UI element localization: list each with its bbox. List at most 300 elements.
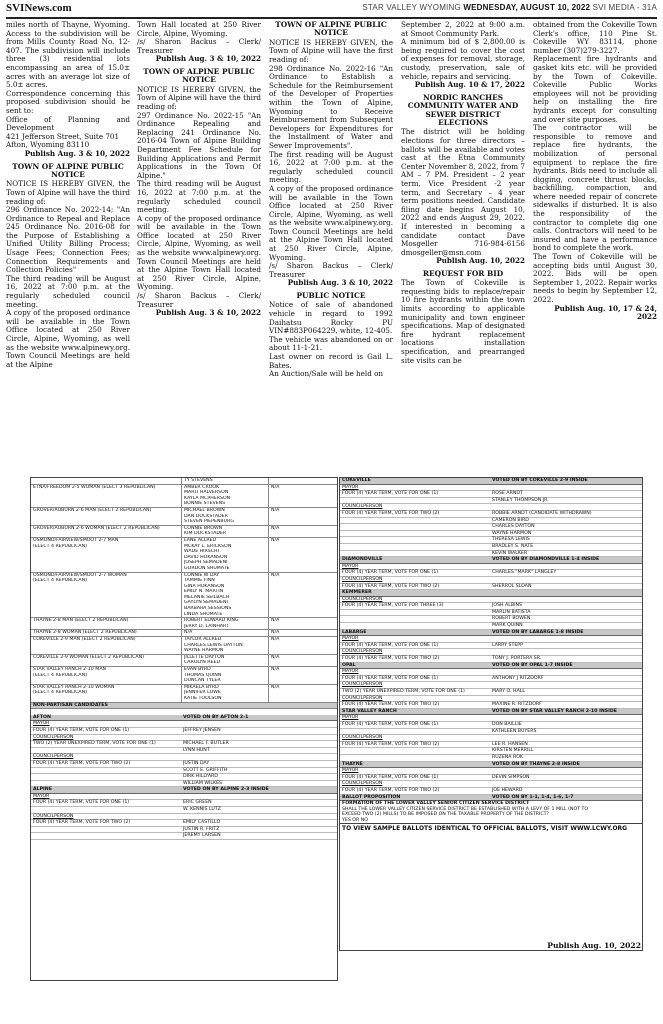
notice-heading: PUBLIC NOTICE	[296, 291, 366, 301]
proposition-title: FORMATION OF THE LOWER VALLEY SENIOR CITIZEN SERVICE DISTRICT	[342, 801, 530, 807]
table-row	[31, 478, 337, 485]
table-cell	[31, 630, 181, 636]
table-row	[31, 721, 337, 728]
table-cell	[31, 618, 181, 629]
table-row	[340, 504, 642, 511]
table-row	[340, 623, 642, 630]
row-value	[490, 682, 642, 688]
table-row	[340, 656, 642, 663]
table-row	[31, 573, 337, 619]
table-row	[340, 577, 642, 584]
row-value: KEVIN WALKER	[492, 550, 528, 556]
section-name: AFTON	[33, 714, 51, 720]
publish-line: Publish Aug. 10, 2022	[436, 256, 525, 266]
cell-line: N/A	[271, 507, 280, 513]
table-row	[340, 491, 642, 498]
section-name: COKEVILLE	[342, 478, 371, 483]
section-name: LABARGE	[342, 629, 367, 635]
notice-text: Afton, Wyoming 83110	[6, 140, 90, 150]
row-label: COUNCILPERSON	[33, 734, 74, 740]
cell-line: THAYNE 2-8 WOMAN (ELECT 2 REPUBLICAN)	[33, 630, 137, 636]
notice-text: The first reading will be August 16, 2022 at 7:00 p.m. at the regularly scheduled council meeting.	[269, 149, 393, 185]
table-row	[340, 537, 642, 544]
table-cell	[31, 508, 181, 525]
table-cell	[181, 630, 268, 636]
notice-heading: TOWN OF ALPINE PUBLIC NOTICE	[143, 66, 255, 85]
row-label: FOUR (4) YEAR TERM, VOTE FOR TWO (2)	[33, 820, 131, 826]
table-cell	[181, 478, 268, 484]
sample-ballot-notice: TO VIEW SAMPLE BALLOTS IDENTICAL TO OFFICIAL BALLOTS, VISIT WWW.LCWY.ORG	[340, 823, 642, 833]
row-value	[490, 715, 642, 721]
table-row	[340, 742, 642, 749]
publish-line: Publish Aug. 3 & 10, 2022	[287, 278, 393, 288]
table-cell	[181, 618, 268, 629]
table-row	[340, 755, 642, 762]
notice-text: The district will be holding elections for three directors – ballots will be available and votes cast at the Etna Community Center November 8, 2022, from 7 AM – 7 PM. President – 2 year term, Vice President -2 year term, and Secretary – 4 year term positions needed. Candidate filing date begins August 10, 2022 and ends August 29, 2022. If interested in becoming a candidate contact Dave Mosgeller 716-984-6156 dmosgeller@msn.com	[401, 127, 525, 257]
row-value	[490, 636, 642, 642]
row-value: JEREMY LARSEN	[183, 833, 221, 839]
row-label: MAYOR	[342, 715, 359, 721]
row-label: FOUR (4) YEAR TERM, VOTE FOR TWO (2)	[342, 741, 440, 747]
cell-line: N/A	[271, 667, 280, 672]
row-value	[490, 577, 642, 583]
notice-text: An Auction/Sale will be held on	[269, 369, 384, 379]
row-value: W. KENNIS LUTZ	[183, 807, 221, 813]
table-row	[340, 781, 642, 788]
section-header	[31, 787, 337, 794]
cell-line: STEVEN PIEPENBURG	[184, 519, 234, 525]
cell-line: GINA HOKANSON	[184, 583, 225, 589]
row-value: TONY J. PORTERA SR.	[492, 656, 542, 662]
section-header	[340, 557, 642, 564]
notice-text: Office of Planning and Development	[6, 114, 130, 133]
row-label: FOUR (4) YEAR TERM, VOTE FOR ONE (1)	[342, 642, 439, 648]
row-value	[490, 649, 642, 655]
row-value: WILLIAM WILKES	[183, 780, 223, 786]
publish-line: Publish Aug. 3 & 10, 2022	[155, 308, 261, 318]
notice-text: 296 Ordinance No. 2022-14; "An Ordinance to Repeal and Replace 245 Ordinance No. 2016-08 for the Purpose of Establishing a Unified Utility Billing Process; Usage Fees; Connection Fees; Connection Requirements and Collection Policies"	[6, 205, 130, 275]
section-vote	[490, 590, 642, 596]
row-label: COUNCILPERSON	[342, 735, 383, 741]
section-vote: VOTED ON BY LABARGE 1-8 INSIDE	[492, 629, 584, 635]
table-cell	[268, 667, 337, 684]
column-3	[269, 21, 393, 463]
table-cell	[268, 526, 337, 537]
row-value: JUSTIN R. FRITZ	[183, 826, 220, 832]
row-value: JOE HEWARD	[492, 787, 523, 793]
cell-line: AMBER CROOK	[184, 484, 220, 490]
cell-line: DUNCAN TYLER	[184, 678, 221, 684]
header-info	[362, 3, 657, 12]
row-value: RUZENA ROK	[492, 754, 524, 760]
cell-line: JENNIFER LOWE	[184, 690, 221, 696]
notice-heading: TOWN OF ALPINE PUBLIC NOTICE	[275, 21, 387, 38]
notice-text: Town Hall located at 250 River Circle, Alpine, Wyoming.	[137, 21, 261, 38]
section-header	[340, 478, 642, 485]
cell-line: (ELECT 4 REPUBLICAN)	[33, 672, 87, 678]
section-header	[340, 663, 642, 670]
table-cell	[181, 637, 268, 654]
row-label	[340, 755, 490, 761]
table-row	[31, 833, 337, 840]
notice-text: NOTICE IS HEREBY GIVEN, the Town of Alpine will have the first reading of:	[269, 37, 393, 64]
row-value: WAYNE HARMON	[492, 530, 532, 536]
column-2	[137, 21, 261, 463]
row-label: FOUR (4) YEAR TERM, VOTE FOR TWO (2)	[342, 787, 440, 793]
table-cell	[31, 573, 181, 618]
table-cell	[181, 685, 268, 702]
row-value: STANLEY THOMPSON JR.	[492, 497, 549, 503]
cell-line: CHARLES LEWIS DAYTON	[184, 642, 243, 648]
notice-text: Last owner on record is Gail L. Bates.	[269, 352, 393, 370]
table-row	[31, 748, 337, 755]
row-value	[181, 721, 337, 727]
cell-line: MARTI HALVERSON	[184, 490, 229, 496]
row-label	[31, 781, 181, 787]
notice-text: A copy of the proposed ordinance will be available in the Town Office located at 250 River Circle, Alpine, Wyoming, as well as the website www.alpinewy.org. Town Council Meetings are held at the Alpine	[6, 308, 130, 369]
row-label: MAYOR	[33, 793, 50, 799]
cell-line: (ELECT 4 REPUBLICAN)	[33, 543, 87, 549]
table-row	[31, 807, 337, 814]
row-label	[31, 768, 181, 774]
nonpartisan-header: NON-PARTISAN CANDIDATES	[31, 703, 337, 710]
row-value: MICHAEL F. BUTLER	[183, 741, 229, 747]
table-row	[340, 570, 642, 577]
section-name: OPAL	[342, 662, 356, 668]
page-header	[6, 2, 657, 16]
candidate-rows	[31, 478, 337, 703]
cell-line: N/A	[271, 618, 280, 624]
row-label	[340, 748, 490, 754]
publish-line-final: Publish Aug. 10, 2022	[547, 941, 641, 950]
row-value: MAXINE R. RITZDORF	[492, 702, 542, 708]
row-label: FOUR (4) YEAR TERM, VOTE FOR TWO (2)	[342, 583, 440, 589]
row-value: JOSH ALBINS	[492, 603, 522, 609]
table-row	[340, 643, 642, 650]
cell-line: LANE ALLRED	[184, 537, 217, 543]
table-row	[340, 584, 642, 591]
row-value: THERESA LEWIS	[492, 537, 530, 543]
notice-heading: TOWN OF ALPINE PUBLIC NOTICE	[12, 161, 124, 179]
cell-line: MELANIE SEILBACH	[184, 594, 230, 600]
row-label	[340, 531, 490, 537]
header-paper: STAR VALLEY WYOMING	[362, 3, 461, 12]
table-cell	[181, 667, 268, 684]
notice-text: A copy of the proposed ordinance will be available in the Town Office located at 250 River Circle, Alpine, Wyoming, as well as the website www.alpinewy.org. Town Council Meetings are held at the Alpine Town Hall located at 250 River Circle, Alpine, Wyoming.	[269, 183, 393, 262]
publish-line: Publish Aug. 10, 17 & 24, 2022	[554, 303, 657, 322]
cell-line: THOMAS QUINN	[184, 672, 222, 678]
row-label	[340, 551, 490, 557]
table-row	[340, 524, 642, 531]
header-section: SVI MEDIA - 31A	[592, 3, 657, 12]
section-vote: VOTED ON BY ALPINE 2-3 INSIDE	[183, 787, 269, 793]
column-5	[533, 21, 657, 463]
legal-notices	[6, 21, 657, 463]
row-label: COUNCILPERSON	[342, 649, 383, 655]
notice-text: /s/ Sharon Backus – Clerk/ Treasurer	[269, 261, 393, 279]
row-label	[340, 729, 490, 735]
cell-line: OSMOND/FAIRVIEW/SMOOT 2-7 MAN	[33, 537, 119, 543]
row-value: MARK QUINN	[492, 623, 523, 629]
section-vote: VOTED ON BY COKEVILLE 2-9 INSIDE	[492, 478, 588, 483]
table-row	[31, 685, 337, 703]
cell-line: ETNA/FREEDOM 2-5 WOMAN (ELECT 3 REPUBLICAN)	[33, 484, 156, 490]
cell-line: EMILY N. MARTIN	[184, 589, 224, 595]
cell-line: N/A	[271, 630, 280, 636]
section-name: ALPINE	[33, 787, 52, 793]
table-row	[31, 667, 337, 685]
table-cell	[181, 508, 268, 525]
notice-text: NOTICE IS HEREBY GIVEN, the Town of Alpine will have the third reading of:	[137, 84, 261, 111]
proposition-text: SHALL THE LOWER VALLEY CITIZEN SERVICE DISTRICT BE ESTABLISHED WITH A LEVY OF 1 MILL (NOT TO	[342, 806, 589, 812]
table-cell	[268, 618, 337, 629]
notice-text: /s/ Sharon Backus – Clerk/ Treasurer	[137, 37, 261, 55]
row-label: TWO (2) YEAR UNEXPIRED TERM, VOTE FOR ONE (1)	[33, 741, 156, 747]
table-row	[31, 820, 337, 827]
row-value: LARRY STEPP	[492, 642, 523, 648]
publish-line: Publish Aug. 10 & 17, 2022	[414, 80, 525, 90]
row-value	[490, 696, 642, 702]
cell-line: MCKAY L. ERICKSON	[184, 543, 232, 549]
row-label: COUNCILPERSON	[33, 813, 74, 819]
cell-line: BONNIE STEVENS	[184, 501, 226, 507]
notice-text: 297 Ordinance No. 2022-15 "An Ordinance Repealing and Replacing 241 Ordinance No. 2016-04 Town of Alpine Building Department Fee Schedule for Building Applications and Permit Applications in the Town Of Alpine."	[137, 110, 261, 180]
table-row	[31, 761, 337, 768]
table-row	[31, 637, 337, 655]
row-value: JEFFREY JENSEN	[183, 727, 221, 733]
table-row	[31, 774, 337, 781]
table-row	[340, 610, 642, 617]
ballot-table-left	[30, 477, 338, 981]
section-header	[340, 762, 642, 769]
table-row	[340, 788, 642, 795]
table-row	[340, 775, 642, 782]
cell-line: N/A	[271, 572, 280, 578]
row-label	[340, 537, 490, 543]
cell-line: EVAN BYRD	[184, 667, 211, 672]
row-value: SCOTT E. GRIFFITH	[183, 767, 228, 773]
row-label	[31, 748, 181, 754]
row-label: FOUR (4) YEAR TERM, VOTE FOR ONE (1)	[342, 675, 439, 681]
row-label	[340, 623, 490, 629]
row-label: FOUR (4) YEAR TERM, VOTE FOR TWO (2)	[342, 702, 440, 708]
table-cell	[268, 630, 337, 636]
section-vote: VOTED ON BY DIAMONDVILLE 1-4 INSIDE	[492, 557, 600, 563]
cell-line: (ELECT 4 REPUBLICAN)	[33, 578, 87, 584]
table-cell	[268, 508, 337, 525]
table-row	[340, 722, 642, 729]
cell-line: BARBARA SESSIONS	[184, 606, 232, 612]
cell-line: N/A	[271, 654, 280, 660]
section-vote: VOTED ON BY STAR VALLEY RANCH 2-10 INSIDE	[492, 708, 617, 714]
cell-line: KIM DOCKSTADER	[184, 531, 227, 537]
row-value	[490, 597, 642, 603]
cell-line: TY STEVENS	[184, 478, 213, 483]
row-value: EMILY CASTILLO	[183, 820, 221, 826]
cell-line: GAYLYN SEMADENI	[184, 600, 228, 606]
table-cell	[268, 637, 337, 654]
table-row	[340, 544, 642, 551]
table-cell	[181, 573, 268, 618]
cell-line	[271, 478, 337, 484]
notice-heading: NORDIC RANCHES COMMUNITY WATER AND SEWER DISTRICT ELECTIONS	[407, 92, 519, 127]
row-value	[490, 669, 642, 675]
table-row	[340, 498, 642, 505]
row-label: FOUR (4) YEAR TERM, VOTE FOR ONE (1)	[342, 491, 439, 497]
row-label	[340, 610, 490, 616]
row-label	[340, 498, 490, 504]
cell-line: TAMMIE FINN	[184, 578, 215, 584]
cell-line: STAR VALLEY RANCH 2-10 MAN	[33, 667, 107, 672]
row-value: KIRSTEN MERRILL	[492, 748, 534, 754]
row-value: ERIC GREEN	[183, 800, 212, 806]
row-label: TWO (2) YEAR UNEXPIRED TERM, VOTE FOR ONE (1)	[342, 689, 465, 694]
table-row	[340, 748, 642, 755]
cell-line: COKEVILLE 2-9 MAN (ELECT 2 REPUBLICAN)	[33, 637, 136, 643]
row-value: CHARLES "MARK" LANGLEY	[492, 570, 557, 576]
table-cell	[31, 655, 181, 666]
cell-line: THAYNE 2-8 MAN (ELECT 2 REPUBLICAN)	[33, 618, 129, 624]
row-label: COUNCILPERSON	[342, 596, 383, 602]
row-label: FOUR (4) YEAR TERM, VOTE FOR TWO (2)	[342, 510, 440, 516]
cell-line: MIKAELA BYRD	[184, 684, 219, 690]
table-row	[340, 715, 642, 722]
cell-line: JOSEPH SEMADENI	[184, 560, 228, 566]
site-name: SVINews.com	[6, 2, 72, 14]
row-value: MARY O. HALL	[492, 689, 525, 694]
row-label: FOUR (4) YEAR TERM, VOTE FOR THREE (3)	[342, 603, 444, 609]
table-cell	[31, 685, 181, 702]
table-cell	[181, 485, 268, 507]
table-row	[31, 485, 337, 508]
cell-line: N/A	[271, 637, 280, 643]
cell-line: GORDON SHUMATE	[184, 565, 230, 571]
table-row	[31, 728, 337, 735]
table-row	[340, 531, 642, 538]
row-label	[31, 833, 181, 839]
publish-line: Publish Aug. 3 & 10, 2022	[24, 148, 130, 158]
notice-text: The Town of Cokeville is requesting bids to replace/repair 10 fire hydrants within the town limits according to applicable municipality and town engineer specifications. Map of designated fire hydrant replacement locations installation specification, and prearranged site visits can be	[401, 278, 525, 365]
row-label	[31, 807, 181, 813]
cell-line: DAVID HOKANSON	[184, 554, 228, 560]
section-header	[340, 630, 642, 637]
cell-line: KATIE TOOLSON	[184, 695, 222, 701]
row-label: COUNCILPERSON	[342, 682, 383, 688]
table-cell	[268, 478, 337, 484]
notice-text: The Town of Cokeville will be accepting bids until August 30, 2022. Bids will be open September 1, 2022. Repair works needs to begin by September 12, 2022.	[533, 252, 657, 304]
table-row	[340, 511, 642, 518]
row-value	[490, 504, 642, 510]
section-header	[31, 715, 337, 722]
table-row	[31, 538, 337, 573]
section-vote: VOTED ON BY THAYNE 2-8 INSIDE	[492, 761, 580, 767]
cell-line: CAROLYN REED	[184, 660, 221, 666]
table-cell	[181, 526, 268, 537]
row-value: DEVIN SIMPSON	[492, 774, 530, 780]
row-value: KATHLEEN BUYERS	[492, 728, 537, 734]
table-row	[31, 630, 337, 637]
row-label: FOUR (4) YEAR TERM, VOTE FOR ONE (1)	[342, 570, 439, 576]
table-row	[31, 754, 337, 761]
cell-line: STAR VALLEY RANCH 2-10 WOMAN	[33, 684, 115, 690]
notice-text: September 2, 2022 at 9:00 a.m. at Smoot Community Park.	[401, 21, 525, 38]
notice-text: NOTICE IS HEREBY GIVEN, the Town of Alpine will have the third reading of:	[6, 179, 130, 206]
cell-line: OSMOND/FAIRVIEW/SMOOT 2-7 WOMAN	[33, 572, 127, 578]
municipal-rows	[340, 478, 642, 801]
cell-line: CONNIE BROWN	[184, 525, 223, 531]
table-row	[31, 741, 337, 748]
section-vote: VOTED ON BY AFTON 2-1	[183, 714, 249, 720]
proposition-text: YES OR NO	[342, 817, 368, 823]
notice-text: Correspondence concerning this proposed subdivision should be sent to:	[6, 88, 130, 115]
row-label	[340, 616, 490, 622]
table-row	[340, 603, 642, 610]
table-cell	[31, 485, 181, 507]
table-cell	[268, 655, 337, 666]
cell-line: DAN DOCKSTADER	[184, 513, 228, 519]
cell-line: JERRY D. LAINHART	[184, 623, 229, 629]
row-label	[340, 518, 490, 524]
cell-line	[33, 478, 181, 484]
section-name: DIAMONDVILLE	[342, 557, 383, 563]
row-value: BRADLEY S. NATE	[492, 543, 534, 549]
row-value: ANTHONY J RITZDORF	[492, 675, 544, 681]
cell-line: (ELECT 4 REPUBLICAN)	[33, 690, 87, 696]
row-value: SHERROL SLOAN	[492, 583, 532, 589]
section-name: KEMMERER	[342, 590, 372, 596]
row-label: COUNCILPERSON	[342, 781, 383, 787]
notice-text: Replacement fire hydrants and gasket kits etc. will be provided by the Town of Cokeville. Cokeville Public Works employees will not be providing help on installing the fire hydrants except for consulting and over site purposes.	[533, 54, 657, 124]
row-label: FOUR (4) YEAR TERM, VOTE FOR TWO (2)	[342, 656, 440, 662]
table-row	[340, 518, 642, 525]
section-vote: VOTED ON BY 1-1, 1-4, 1-6, 1-7	[492, 794, 574, 800]
nonpartisan-section	[31, 703, 337, 840]
cell-line: JILLETTE DAYTON	[184, 654, 225, 660]
row-label: FOUR (4) YEAR TERM, VOTE FOR ONE (1)	[342, 721, 439, 727]
header-date: WEDNESDAY, AUGUST 10, 2022	[463, 3, 591, 12]
notice-text: The vehicle was abandoned on or about 11-1-21.	[269, 334, 393, 353]
row-label: MAYOR	[342, 484, 359, 490]
cell-line: GROVER/AUBURN 2-6 WOMAN (ELECT 2 REPUBLICAN)	[33, 525, 160, 531]
row-value: DIRK HILLYARD	[183, 774, 218, 780]
notice-text: 298 Ordinance No. 2022-16 "An Ordinance to Establish a Schedule for the Reimbursement of the Developer of Properties within the Town of Alpine, Wyoming to Receive Reimbursement from Subsequent Developers for Expenditures for the Installment of Water and Sewer Improvements".	[269, 63, 393, 150]
table-cell	[268, 538, 337, 572]
header-rule	[6, 17, 657, 19]
notice-text: The contractor will be responsible to remove and replace fire hydrants, the mobilization of personal equipment to replace the fire hydrants. Bids need to include all digging, concrete thrust blocks, backfilling, compaction, and where needed repair of concrete sidewalks if disturbed. It is also the responsibility of the contractor to complete dig one calls. Contractors will need to be insured and have a performance bond to complete the work.	[533, 123, 657, 253]
table-cell	[31, 538, 181, 572]
table-row	[340, 689, 642, 696]
row-label: COUNCILPERSON	[33, 754, 74, 760]
column-1	[6, 21, 130, 463]
row-label: MAYOR	[342, 768, 359, 774]
notice-heading: REQUEST FOR BID	[422, 268, 504, 278]
row-value	[490, 781, 642, 787]
notice-text: /s/ Sharon Backus – Clerk/ Treasurer	[137, 291, 261, 309]
table-row	[31, 508, 337, 526]
table-cell	[31, 526, 181, 537]
cell-line: WADE HIRSCHI	[184, 549, 219, 555]
row-value: LYNN HUNT	[183, 747, 210, 753]
ballot-table-right	[339, 477, 643, 951]
row-value	[490, 735, 642, 741]
section-vote: VOTED ON BY OPAL 1-7 INSIDE	[492, 662, 573, 668]
table-row	[340, 768, 642, 775]
section-name: THAYNE	[342, 761, 363, 767]
row-value	[490, 768, 642, 774]
proposition-text: EXCEED TWO (2) MILLS) TO BE IMPOSED ON THE TAXABLE PROPERTY OF THE DISTRICT?	[342, 812, 550, 818]
row-label	[340, 524, 490, 530]
cell-line: CONNIE W DAY	[184, 572, 220, 578]
